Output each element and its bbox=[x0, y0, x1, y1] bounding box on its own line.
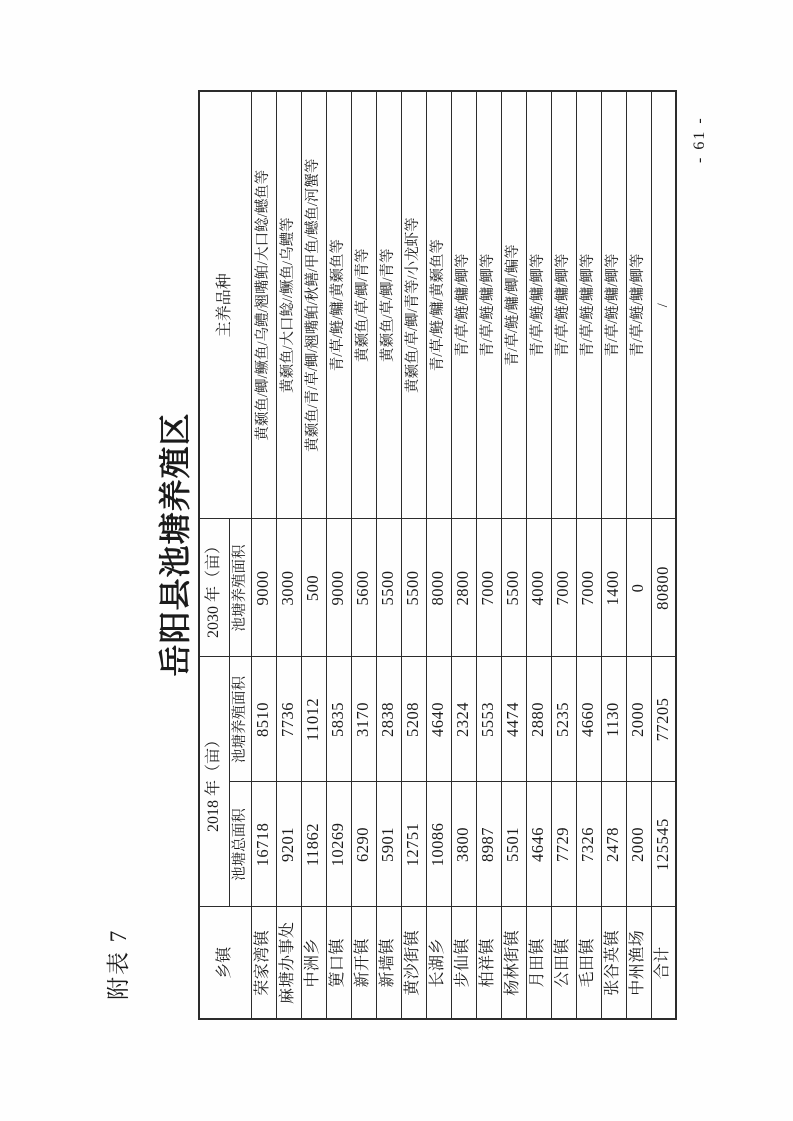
header-year-2030: 2030 年（亩） bbox=[199, 519, 229, 657]
township-cell: 中洲乡 bbox=[301, 907, 326, 1019]
table-row bbox=[251, 91, 276, 1019]
pond-total-area-2018-cell: 7729 bbox=[551, 782, 576, 907]
table-row bbox=[426, 91, 451, 1019]
pond-culture-area-2018-cell: 1130 bbox=[601, 657, 626, 782]
pond-total-area-2018-cell: 4646 bbox=[526, 782, 551, 907]
pond-total-area-2018-cell: 12751 bbox=[401, 782, 426, 907]
main-species-cell: 黄颡鱼/鲫/鳜鱼/乌鳢/翘嘴鲌/大口鲶/鳡鱼等 bbox=[251, 91, 276, 519]
pond-culture-area-2030-cell: 0 bbox=[626, 519, 651, 657]
township-cell: 合计 bbox=[651, 907, 676, 1019]
pond-total-area-2018-cell: 8987 bbox=[476, 782, 501, 907]
pond-culture-area-2030-cell: 9000 bbox=[251, 519, 276, 657]
pond-total-area-2018-cell: 3800 bbox=[451, 782, 476, 907]
township-cell: 长湖乡 bbox=[426, 907, 451, 1019]
table-row bbox=[326, 91, 351, 1019]
header-pond-total-area: 池塘总面积 bbox=[229, 782, 251, 907]
header-pond-culture-area-2018: 池塘养殖面积 bbox=[229, 657, 251, 782]
pond-culture-area-2030-cell: 7000 bbox=[576, 519, 601, 657]
pond-total-area-2018-cell: 6290 bbox=[351, 782, 376, 907]
township-cell: 中州渔场 bbox=[626, 907, 651, 1019]
annex-label: 附表 7 bbox=[106, 928, 131, 1000]
township-cell: 步仙镇 bbox=[451, 907, 476, 1019]
table-row bbox=[551, 91, 576, 1019]
main-species-cell: 黄颡鱼/大口鲶//鳜鱼/乌鳢等 bbox=[276, 91, 301, 519]
pond-culture-area-2030-cell: 3000 bbox=[276, 519, 301, 657]
township-cell: 新墙镇 bbox=[376, 907, 401, 1019]
pond-culture-area-2018-cell: 2000 bbox=[626, 657, 651, 782]
main-species-cell: 青/草/鲢/鳙/鲫/鳊等 bbox=[501, 91, 526, 519]
main-species-cell: 青/草/鲢/鳙/鲫等 bbox=[476, 91, 501, 519]
township-cell: 公田镇 bbox=[551, 907, 576, 1019]
table-row bbox=[501, 91, 526, 1019]
table-container bbox=[198, 92, 677, 1020]
main-species-cell: 黄颡鱼/草/鲫/青等 bbox=[376, 91, 401, 519]
table-row bbox=[401, 91, 426, 1019]
aquaculture-table bbox=[198, 90, 677, 1020]
pond-total-area-2018-cell: 10086 bbox=[426, 782, 451, 907]
page-number: - 61 - bbox=[691, 116, 708, 163]
pond-culture-area-2030-cell: 5600 bbox=[351, 519, 376, 657]
pond-total-area-2018-cell: 125545 bbox=[651, 782, 676, 907]
pond-culture-area-2018-cell: 4474 bbox=[501, 657, 526, 782]
township-cell: 张谷英镇 bbox=[601, 907, 626, 1019]
main-species-cell: 青/草/鲢/鳙/鲫等 bbox=[526, 91, 551, 519]
pond-culture-area-2018-cell: 7736 bbox=[276, 657, 301, 782]
pond-culture-area-2018-cell: 8510 bbox=[251, 657, 276, 782]
pond-total-area-2018-cell: 10269 bbox=[326, 782, 351, 907]
pond-culture-area-2030-cell: 500 bbox=[301, 519, 326, 657]
pond-culture-area-2030-cell: 9000 bbox=[326, 519, 351, 657]
pond-total-area-2018-cell: 5901 bbox=[376, 782, 401, 907]
table-row bbox=[276, 91, 301, 1019]
pond-total-area-2018-cell: 16718 bbox=[251, 782, 276, 907]
header-row-1 bbox=[199, 91, 229, 1019]
main-species-cell: 青/草/鲢/鳙/鲫等 bbox=[601, 91, 626, 519]
pond-culture-area-2018-cell: 5835 bbox=[326, 657, 351, 782]
main-species-cell: 黄颡鱼/草/鲫/青等/小龙虾等 bbox=[401, 91, 426, 519]
pond-total-area-2018-cell: 7326 bbox=[576, 782, 601, 907]
page-title: 岳阳县池塘养殖区 bbox=[157, 412, 193, 677]
pond-culture-area-2030-cell: 80800 bbox=[651, 519, 676, 657]
township-cell: 月田镇 bbox=[526, 907, 551, 1019]
table-row bbox=[351, 91, 376, 1019]
pond-total-area-2018-cell: 9201 bbox=[276, 782, 301, 907]
pond-culture-area-2018-cell: 2838 bbox=[376, 657, 401, 782]
pond-culture-area-2018-cell: 3170 bbox=[351, 657, 376, 782]
table-row bbox=[376, 91, 401, 1019]
pond-total-area-2018-cell: 2478 bbox=[601, 782, 626, 907]
main-species-cell: 青/草/鲢/鳙/黄颡鱼等 bbox=[326, 91, 351, 519]
main-species-cell: 黄颡鱼/草/鲫/青等 bbox=[351, 91, 376, 519]
pond-culture-area-2018-cell: 4640 bbox=[426, 657, 451, 782]
pond-culture-area-2030-cell: 4000 bbox=[526, 519, 551, 657]
table-row bbox=[601, 91, 626, 1019]
header-township: 乡镇 bbox=[199, 907, 251, 1019]
table-header bbox=[199, 91, 251, 1019]
pond-culture-area-2030-cell: 7000 bbox=[476, 519, 501, 657]
pond-culture-area-2030-cell: 7000 bbox=[551, 519, 576, 657]
pond-culture-area-2030-cell: 2800 bbox=[451, 519, 476, 657]
main-species-cell: 青/草/鲢/鳙/鲫等 bbox=[551, 91, 576, 519]
pond-culture-area-2018-cell: 77205 bbox=[651, 657, 676, 782]
table-row bbox=[476, 91, 501, 1019]
table-row bbox=[651, 91, 676, 1019]
pond-culture-area-2030-cell: 1400 bbox=[601, 519, 626, 657]
pond-culture-area-2018-cell: 5553 bbox=[476, 657, 501, 782]
township-cell: 麻塘办事处 bbox=[276, 907, 301, 1019]
main-species-cell: 青/草/鲢/鳙/鲫等 bbox=[576, 91, 601, 519]
pond-culture-area-2018-cell: 2324 bbox=[451, 657, 476, 782]
pond-total-area-2018-cell: 11862 bbox=[301, 782, 326, 907]
township-cell: 新开镇 bbox=[351, 907, 376, 1019]
table-row bbox=[626, 91, 651, 1019]
main-species-cell: / bbox=[651, 91, 676, 519]
pond-culture-area-2030-cell: 8000 bbox=[426, 519, 451, 657]
header-main-species: 主养品种 bbox=[199, 91, 251, 519]
table-row bbox=[526, 91, 551, 1019]
table-row bbox=[451, 91, 476, 1019]
township-cell: 杨林街镇 bbox=[501, 907, 526, 1019]
township-cell: 柏祥镇 bbox=[476, 907, 501, 1019]
main-species-cell: 青/草/鲢/鳙/黄颡鱼等 bbox=[426, 91, 451, 519]
pond-total-area-2018-cell: 5501 bbox=[501, 782, 526, 907]
township-cell: 荣家湾镇 bbox=[251, 907, 276, 1019]
township-cell: 筻口镇 bbox=[326, 907, 351, 1019]
township-cell: 毛田镇 bbox=[576, 907, 601, 1019]
header-year-2018: 2018 年（亩） bbox=[199, 657, 229, 907]
pond-culture-area-2030-cell: 5500 bbox=[376, 519, 401, 657]
main-species-cell: 青/草/鲢/鳙/鲫等 bbox=[626, 91, 651, 519]
pond-total-area-2018-cell: 2000 bbox=[626, 782, 651, 907]
pond-culture-area-2030-cell: 5500 bbox=[401, 519, 426, 657]
table-row bbox=[576, 91, 601, 1019]
table-row bbox=[301, 91, 326, 1019]
pond-culture-area-2018-cell: 11012 bbox=[301, 657, 326, 782]
pond-culture-area-2018-cell: 4660 bbox=[576, 657, 601, 782]
header-pond-culture-area-2030: 池塘养殖面积 bbox=[229, 519, 251, 657]
main-species-cell: 青/草/鲢/鳙/鲫等 bbox=[451, 91, 476, 519]
pond-culture-area-2018-cell: 5208 bbox=[401, 657, 426, 782]
pond-culture-area-2018-cell: 2880 bbox=[526, 657, 551, 782]
table-body bbox=[251, 91, 676, 1019]
township-cell: 黄沙街镇 bbox=[401, 907, 426, 1019]
main-species-cell: 黄颡鱼/青/草/鲫/翘嘴鲌/秋鳝/甲鱼/鳡鱼/河蟹等 bbox=[301, 91, 326, 519]
pond-culture-area-2030-cell: 5500 bbox=[501, 519, 526, 657]
pond-culture-area-2018-cell: 5235 bbox=[551, 657, 576, 782]
